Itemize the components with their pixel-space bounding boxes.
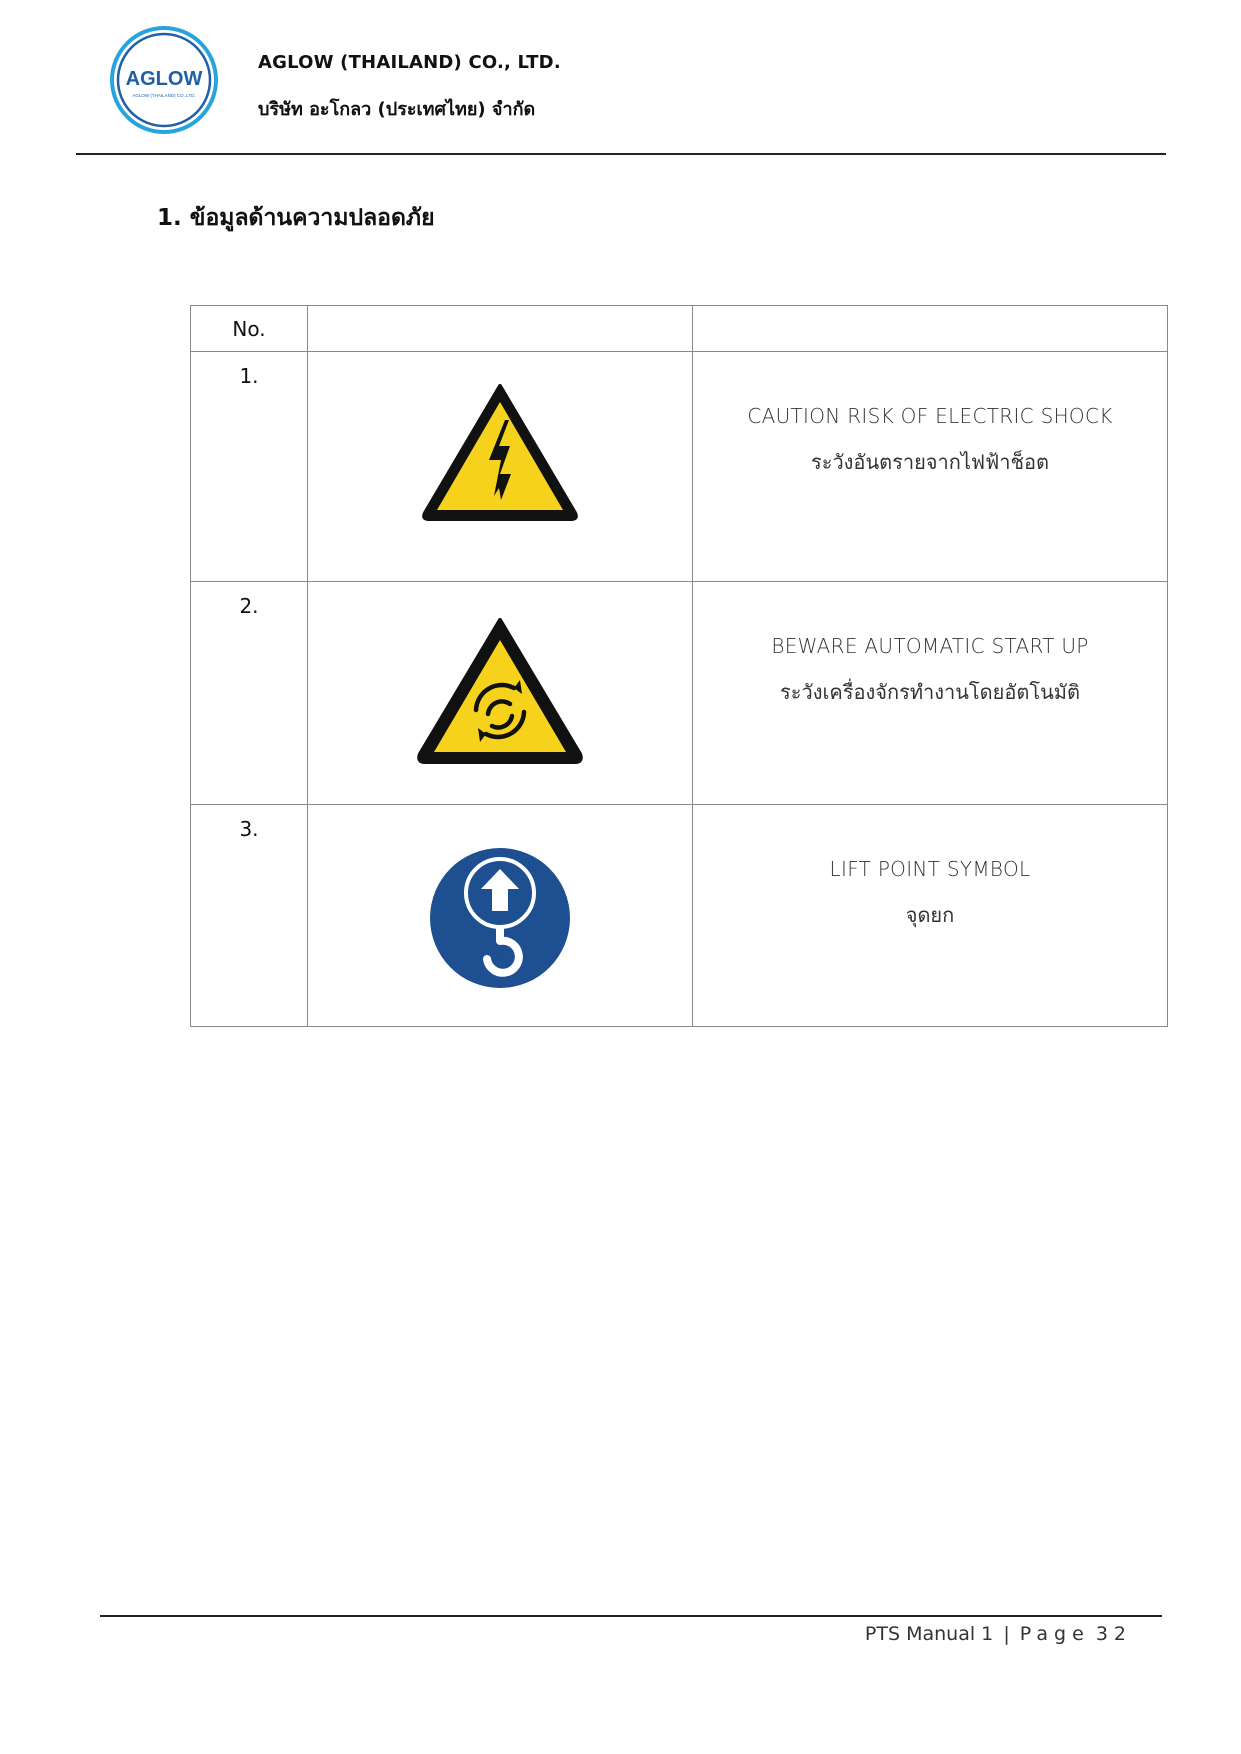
table-header-row	[191, 306, 1168, 352]
page-footer	[865, 1623, 1132, 1645]
header-no: No.	[191, 306, 308, 352]
row-number: 2.	[191, 582, 308, 805]
electric-shock-warning-icon	[415, 378, 585, 528]
description-cell	[693, 582, 1168, 805]
automatic-start-warning-icon	[410, 612, 590, 772]
symbol-cell	[308, 352, 693, 582]
row-number: 1.	[191, 352, 308, 582]
row-number: 3.	[191, 805, 308, 1027]
header-divider	[76, 153, 1166, 155]
company-name-en: AGLOW (THAILAND) CO., LTD.	[258, 52, 561, 73]
header-description	[693, 306, 1168, 352]
company-logo	[109, 25, 219, 135]
description-en: CAUTION RISK OF ELECTRIC SHOCK	[747, 404, 1113, 428]
description-th: ระวังอันตรายจากไฟฟ้าช็อต	[810, 450, 1050, 474]
description-cell	[693, 805, 1168, 1027]
table-row	[191, 352, 1168, 582]
description-en: LIFT POINT SYMBOL	[829, 857, 1031, 881]
logo-subtext: AGLOW (THAILAND) CO.,LTD.	[132, 93, 196, 98]
header-symbol	[308, 306, 693, 352]
table-row	[191, 805, 1168, 1027]
description-th: จุดยก	[905, 903, 955, 927]
symbol-cell	[308, 805, 693, 1027]
lift-point-icon	[429, 847, 571, 989]
description-cell	[693, 352, 1168, 582]
description-th: ระวังเครื่องจักรทำงานโดยอัตโนมัติ	[780, 680, 1080, 704]
safety-symbols-table	[190, 305, 1168, 1027]
footer-divider	[100, 1615, 1162, 1617]
section-title: 1. ข้อมูลด้านความปลอดภัย	[157, 205, 435, 231]
symbol-cell	[308, 582, 693, 805]
table-row	[191, 582, 1168, 805]
description-en: BEWARE AUTOMATIC START UP	[771, 634, 1089, 658]
footer-page-label: Page	[1019, 1623, 1090, 1645]
footer-separator: |	[1003, 1623, 1010, 1645]
footer-doc-name: PTS Manual 1	[864, 1623, 994, 1645]
company-name-th: บริษัท อะโกลว (ประเทศไทย) จำกัด	[258, 99, 536, 120]
logo-text: AGLOW	[125, 68, 203, 90]
footer-page-number: 32	[1095, 1623, 1132, 1645]
